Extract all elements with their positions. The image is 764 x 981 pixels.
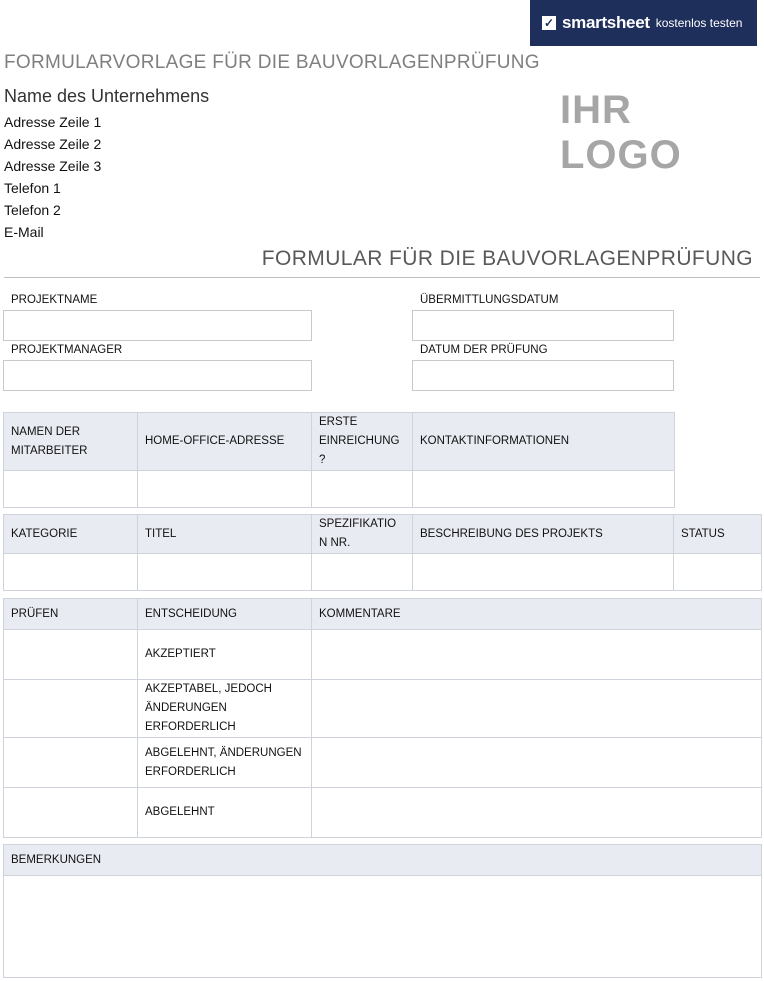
comments-header: KOMMENTARE — [312, 599, 762, 630]
decision-acceptable-changes: AKZEPTABEL, JEDOCH ÄNDERUNGEN ERFORDERLICH — [138, 680, 312, 738]
spec-number-header: SPEZIFIKATIO N NR. — [312, 515, 413, 554]
banner-brand: smartsheet — [562, 13, 650, 32]
banner-cta: kostenlos testen — [655, 16, 743, 30]
table-cell[interactable] — [312, 471, 413, 508]
staff-name-header: NAMEN DER MITARBEITER — [4, 413, 138, 471]
phone-2: Telefon 2 — [4, 202, 61, 218]
comment-cell[interactable] — [312, 680, 762, 738]
email: E-Mail — [4, 224, 44, 240]
category-table — [3, 514, 762, 591]
form-title: FORMULAR FÜR DIE BAUVORLAGENPRÜFUNG — [261, 247, 753, 270]
submission-date-label: ÜBERMITTLUNGSDATUM — [420, 294, 559, 306]
submission-date-field[interactable] — [412, 310, 674, 341]
decision-rejected-changes: ABGELEHNT, ÄNDERUNGEN ERFORDERLICH — [138, 738, 312, 788]
staff-table — [3, 412, 675, 508]
document-title: FORMULARVORLAGE FÜR DIE BAUVORLAGENPRÜFUNG — [4, 52, 540, 73]
divider — [4, 277, 760, 278]
comment-cell[interactable] — [312, 738, 762, 788]
project-manager-field[interactable] — [3, 360, 312, 391]
project-manager-label: PROJEKTMANAGER — [11, 344, 123, 356]
address-line-3: Adresse Zeile 3 — [4, 158, 102, 174]
project-description-header: BESCHREIBUNG DES PROJEKTS — [413, 515, 674, 554]
remarks-header: BEMERKUNGEN — [4, 845, 762, 876]
review-date-label: DATUM DER PRÜFUNG — [420, 344, 548, 356]
company-name: Name des Unternehmens — [4, 86, 210, 106]
project-name-field[interactable] — [3, 310, 312, 341]
comment-cell[interactable] — [312, 788, 762, 838]
decision-rejected: ABGELEHNT — [138, 788, 312, 838]
title-header: TITEL — [138, 515, 312, 554]
table-cell[interactable] — [138, 471, 312, 508]
check-logo-icon: ✓ — [543, 16, 555, 30]
first-submission-header: ERSTE EINREICHUNG ? — [312, 413, 413, 471]
address-line-1: Adresse Zeile 1 — [4, 114, 102, 130]
remarks-field[interactable] — [4, 876, 762, 978]
table-cell[interactable] — [4, 471, 138, 508]
review-header: PRÜFEN — [4, 599, 138, 630]
project-name-label: PROJEKTNAME — [11, 294, 98, 306]
table-cell[interactable] — [674, 554, 762, 591]
review-checkbox-cell[interactable] — [4, 630, 138, 680]
home-office-header: HOME-OFFICE-ADRESSE — [138, 413, 312, 471]
logo-placeholder: IHR LOGO — [560, 88, 682, 177]
review-date-field[interactable] — [412, 360, 674, 391]
smartsheet-banner[interactable] — [530, 0, 757, 46]
status-header: STATUS — [674, 515, 762, 554]
contact-info-header: KONTAKTINFORMATIONEN — [413, 413, 675, 471]
remarks-table — [3, 844, 762, 978]
review-checkbox-cell[interactable] — [4, 788, 138, 838]
review-table — [3, 598, 762, 838]
phone-1: Telefon 1 — [4, 180, 61, 196]
table-cell[interactable] — [4, 554, 138, 591]
table-cell[interactable] — [312, 554, 413, 591]
review-checkbox-cell[interactable] — [4, 680, 138, 738]
decision-header: ENTSCHEIDUNG — [138, 599, 312, 630]
table-cell[interactable] — [413, 554, 674, 591]
table-cell[interactable] — [413, 471, 675, 508]
table-cell[interactable] — [138, 554, 312, 591]
review-checkbox-cell[interactable] — [4, 738, 138, 788]
category-header: KATEGORIE — [4, 515, 138, 554]
comment-cell[interactable] — [312, 630, 762, 680]
address-line-2: Adresse Zeile 2 — [4, 136, 102, 152]
decision-accepted: AKZEPTIERT — [138, 630, 312, 680]
